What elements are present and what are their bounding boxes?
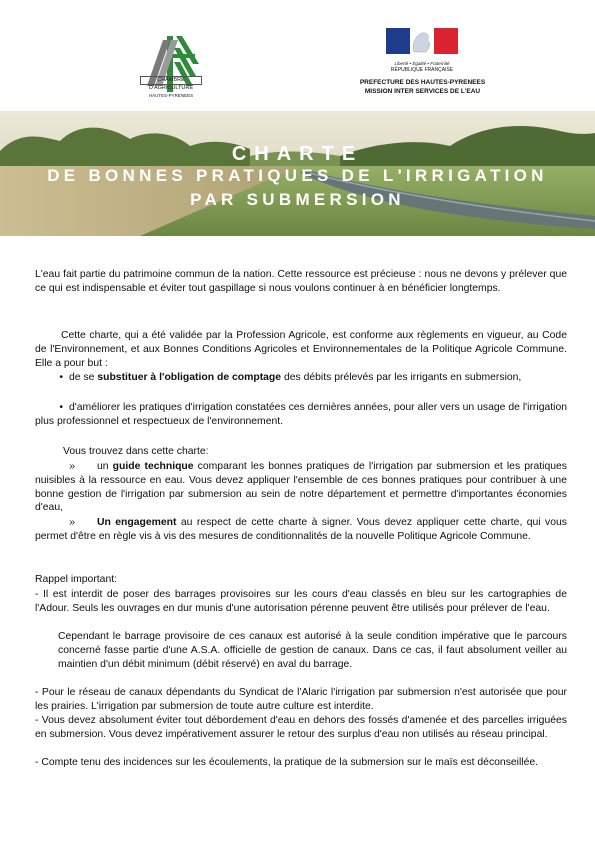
guillemet-marker: » <box>69 461 75 472</box>
bullet-marker: • <box>59 402 63 413</box>
chamber-line3: HAUTES-PYRENEES <box>148 93 194 98</box>
bullet1-bold: substituer à l'obligation de comptage <box>97 372 282 383</box>
charte-bullet-2 <box>35 401 567 429</box>
item1-prefix: un <box>97 461 113 472</box>
banner-subtitle-line2: PAR SUBMERSION <box>190 190 405 209</box>
rappel-item-4: - Compte tenu des incidences sur les écoulements, la pratique de la submersion sur le maïs est déconseillée. <box>35 757 539 768</box>
banner-subtitle-line1: DE BONNES PRATIQUES DE L'IRRIGATION <box>47 166 548 185</box>
bullet-marker: • <box>59 372 63 383</box>
rappel-item-3: - Vous devez absolument éviter tout débordement d'eau en dehors des fossés d'amenée et des parcelles irriguées en submersion. Vous devez impérativement assurer le retour des surplus d'eau non utilisés au réseau principal. <box>35 715 567 740</box>
banner-title: CHARTE <box>231 143 364 165</box>
intro-paragraph: L'eau fait partie du patrimoine commun de la nation. Cette ressource est précieuse : nous ne devons y prélever que ce qui est indispensable et éviter tout gaspillage si nous voulons continuer à en bénéficier longtemps. <box>35 269 567 294</box>
chamber-line1: CHAMBRE <box>140 76 202 85</box>
republique-francaise-logo <box>386 28 458 76</box>
rappel-item-2: - Pour le réseau de canaux dépendants du Syndicat de l'Alaric l'irrigation par submersion n'est autorisée que pour les prairies. L'irrigation par submersion de toute autre culture est interdite. <box>35 687 567 712</box>
item1-rest: comparant les bonnes pratiques de l'irrigation par submersion et les pratiques nuisibles à la ressource en eau. Vous devez appliquer l'ensemble de ces bonnes pratiques pour contribuer à une bonne gestion de l'irrigation par submersion au sein de notre département et permettre d'importantes économies d'eau, <box>35 461 567 514</box>
bullet1-rest: des débits prélevés par les irrigants en submersion, <box>281 372 522 383</box>
prefecture-header <box>300 78 545 96</box>
prefecture-line2: MISSION INTER SERVICES DE L'EAU <box>364 88 481 95</box>
trouvez-item-1 <box>35 460 567 515</box>
prefecture-line1: PREFECTURE DES HAUTES-PYRENEES <box>359 79 486 86</box>
item1-bold: guide technique <box>112 461 194 472</box>
item2-bold: Un engagement <box>97 517 177 528</box>
republic-name: RÉPUBLIQUE FRANÇAISE <box>390 67 454 73</box>
chamber-line2: D'AGRICULTURE <box>148 85 194 91</box>
trouvez-item-2 <box>35 516 567 544</box>
rappel-item-1: - Il est interdit de poser des barrages provisoires sur les cours d'eau classés en bleu sur les cartographies de l'Adour. Seuls les ouvrages en dur munis d'une autorisation pérenne peuvent être utilisés pour prélever de l'eau. <box>35 589 567 614</box>
chambre-agriculture-label <box>138 76 204 99</box>
bullet2-text: d'améliorer les pratiques d'irrigation constatées ces dernières années, pour aller vers un usage de l'irrigation plus professionnel et respectueux de l'environnement. <box>35 402 567 427</box>
bullet1-prefix: de se <box>69 372 98 383</box>
charte-paragraph: Cette charte, qui a été validée par la Profession Agricole, est conforme aux règlements en vigueur, au Code de l'Environnement, et aux Bonnes Conditions Agricoles et Environnementales de la Politique Agricole Commune. Elle a pour but : <box>35 330 567 369</box>
guillemet-marker: » <box>69 517 75 528</box>
charte-bullet-1 <box>35 371 567 385</box>
french-flag-marianne-icon <box>386 28 458 54</box>
trouvez-heading: Vous trouvez dans cette charte: <box>63 446 209 457</box>
rappel-heading: Rappel important: <box>35 574 118 585</box>
item2-rest: au respect de cette charte à signer. Vous devez appliquer cette charte, qui vous permet d'être en règle vis à vis des mesures de conditionnalités de la nouvelle Politique Agricole Commune. <box>35 517 567 542</box>
republic-motto: Liberté • Égalité • Fraternité <box>394 61 450 66</box>
rappel-item-1-sub: Cependant le barrage provisoire de ces canaux est autorisé à la seule condition impérative que le parcours concerné fasse partie d'une A.S.A. officielle de gestion de canaux. Dans ce cas, il faut absolument veiller au maintien d'un débit minimum (débit réservé) en aval du barrage. <box>58 631 567 670</box>
